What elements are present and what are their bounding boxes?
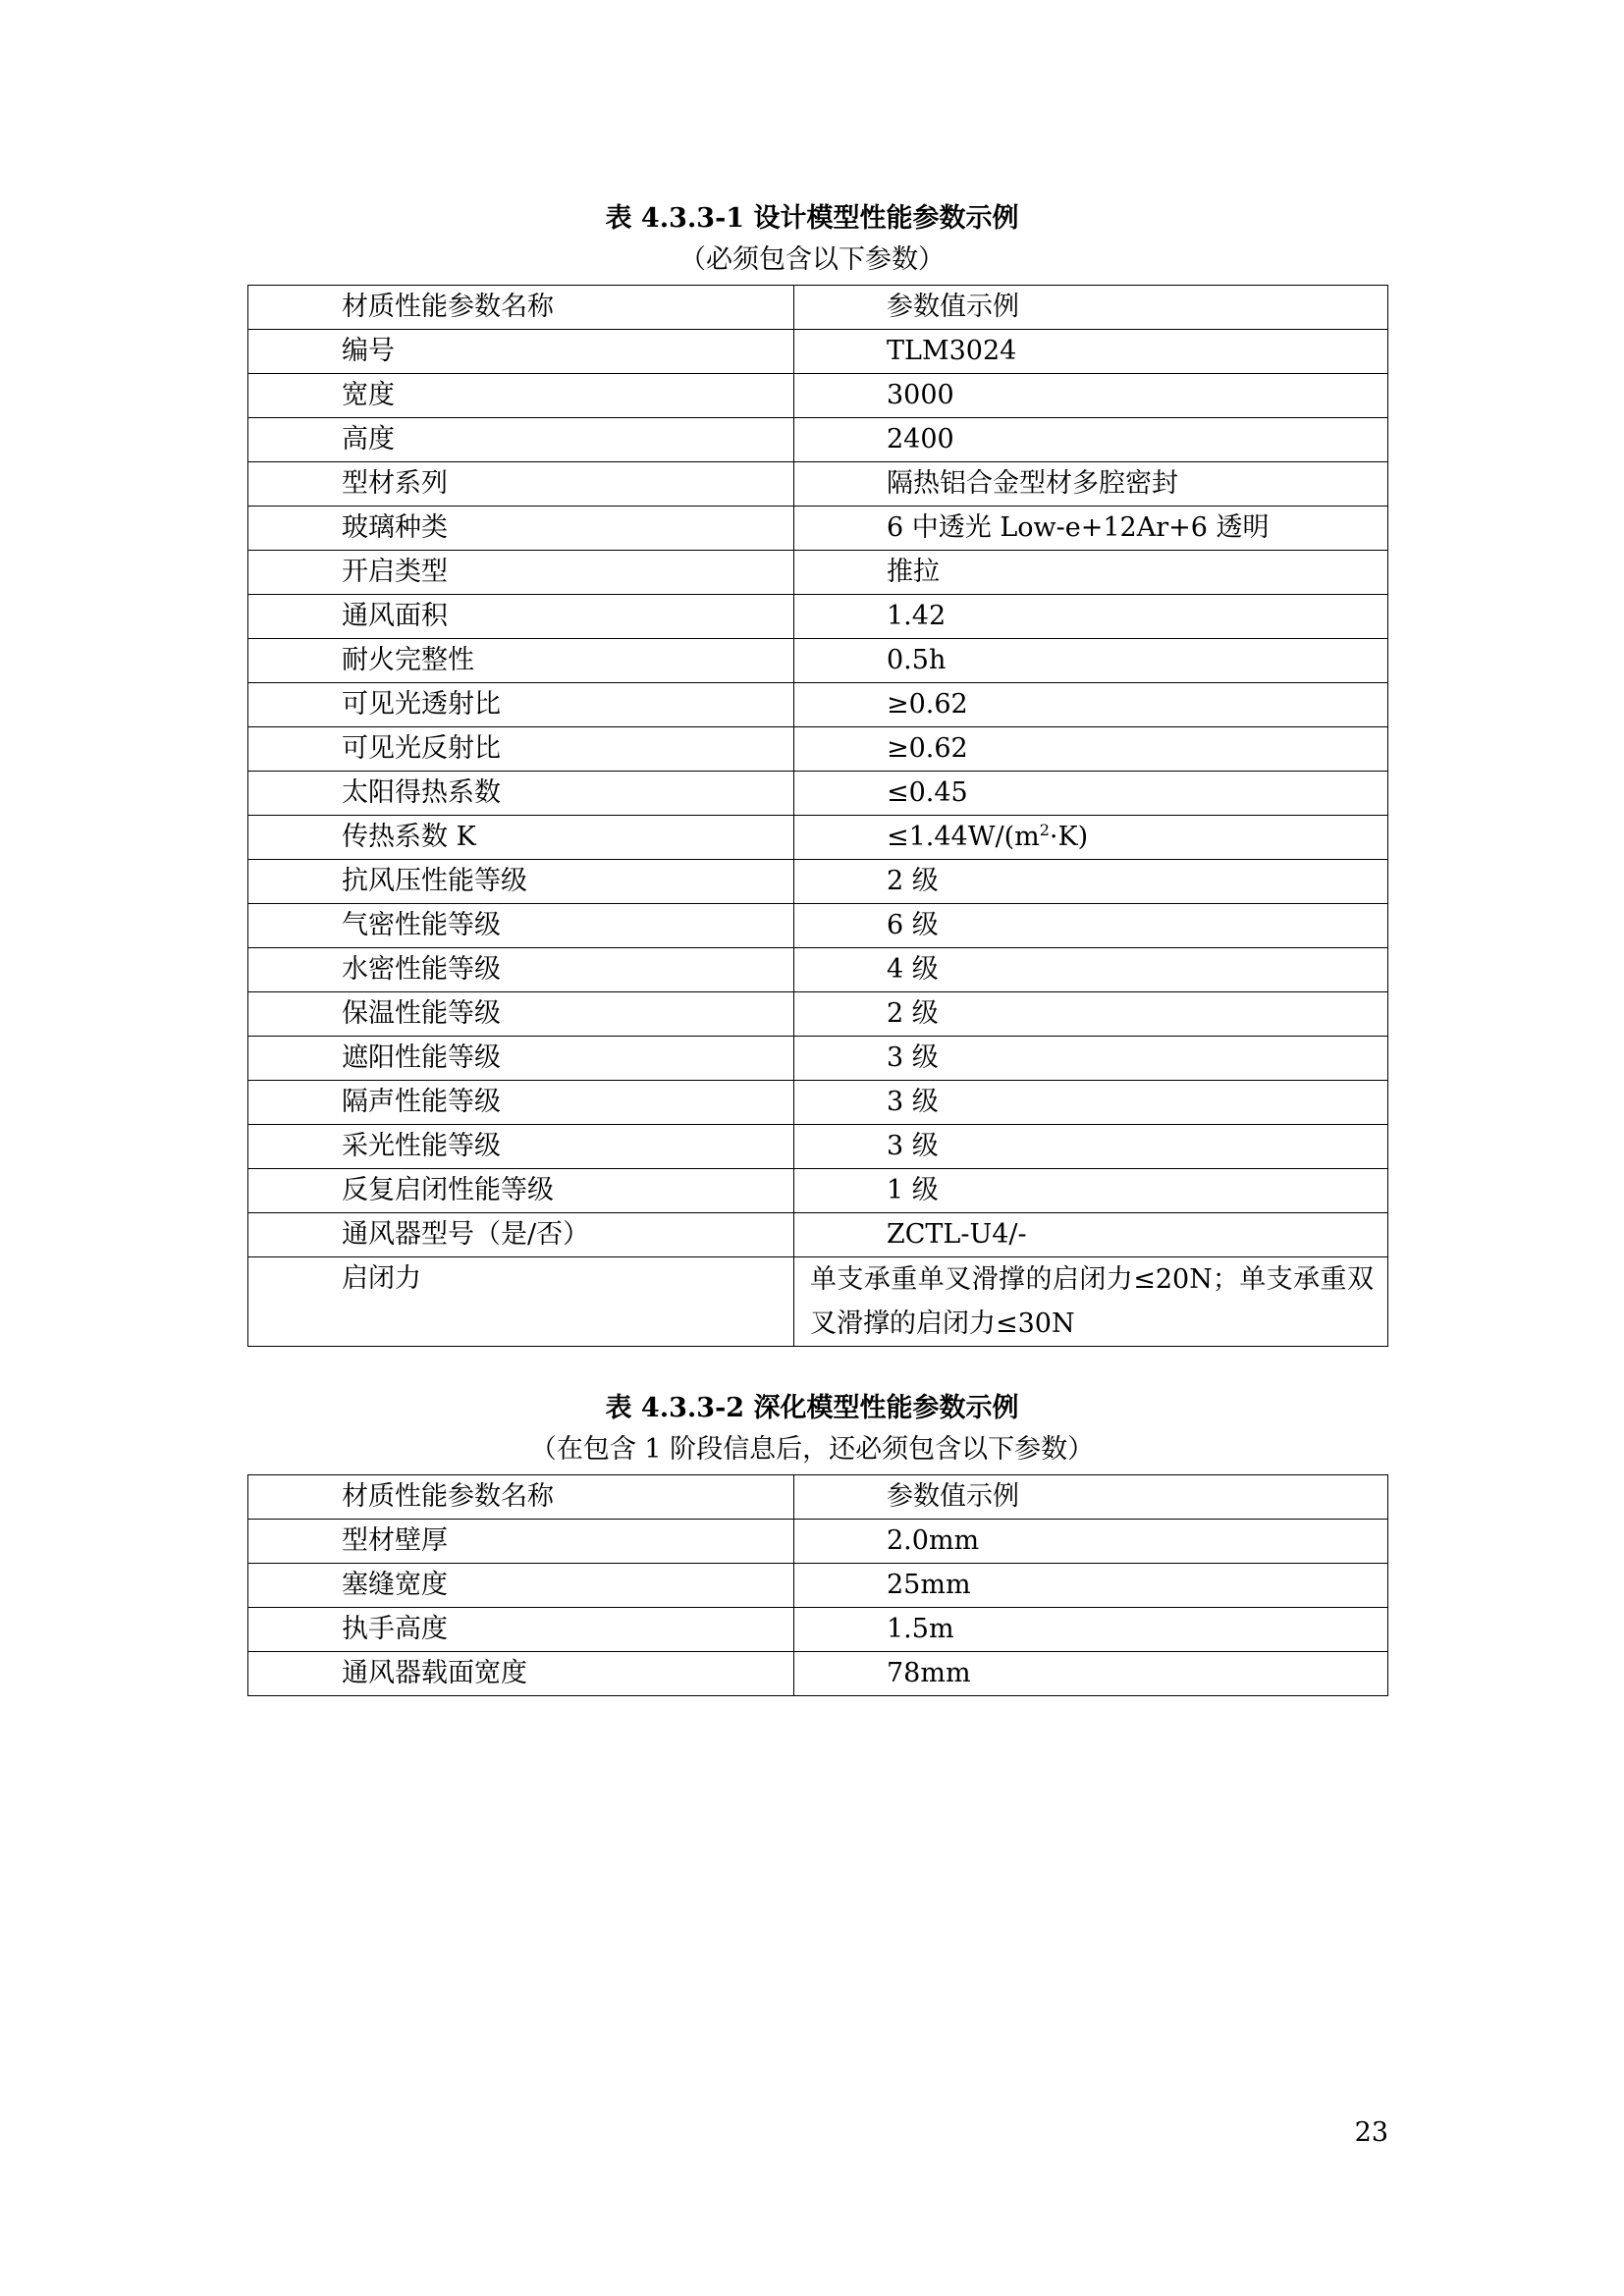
param-name: 通风器型号（是/否） xyxy=(248,1213,794,1257)
table-row xyxy=(248,904,1388,948)
param-name: 传热系数 K xyxy=(248,816,794,860)
table-row xyxy=(248,1257,1388,1347)
param-value: 2.0mm xyxy=(794,1520,1388,1564)
header-cell: 材质性能参数名称 xyxy=(248,286,794,330)
table2-caption: 表 4.3.3-2 深化模型性能参数示例 xyxy=(605,1393,1019,1423)
table-row xyxy=(248,1037,1388,1081)
param-name: 耐火完整性 xyxy=(248,639,794,683)
param-name: 宽度 xyxy=(248,374,794,418)
param-value: 2 级 xyxy=(794,992,1388,1037)
param-name: 保温性能等级 xyxy=(248,992,794,1037)
param-name: 可见光反射比 xyxy=(248,727,794,772)
param-name: 玻璃种类 xyxy=(248,507,794,551)
table-row xyxy=(248,330,1388,374)
param-name: 高度 xyxy=(248,418,794,462)
param-name: 通风器载面宽度 xyxy=(248,1652,794,1696)
param-value: 推拉 xyxy=(794,551,1388,595)
param-name: 气密性能等级 xyxy=(248,904,794,948)
table-row xyxy=(248,1169,1388,1213)
page-number: 23 xyxy=(1354,2117,1388,2148)
table-row xyxy=(248,1520,1388,1564)
param-value: ≥0.62 xyxy=(794,683,1388,727)
table2 xyxy=(247,1474,1388,1696)
param-value xyxy=(794,816,1388,860)
param-value: ZCTL-U4/- xyxy=(794,1213,1388,1257)
table-row xyxy=(248,507,1388,551)
param-value: 3 级 xyxy=(794,1037,1388,1081)
table-row xyxy=(248,551,1388,595)
param-value: 隔热铝合金型材多腔密封 xyxy=(794,462,1388,507)
table1 xyxy=(247,285,1388,1347)
value-main: ≤1.44W/(m xyxy=(887,822,1040,852)
param-name: 采光性能等级 xyxy=(248,1125,794,1169)
param-value: 6 中透光 Low-e+12Ar+6 透明 xyxy=(794,507,1388,551)
param-name: 反复启闭性能等级 xyxy=(248,1169,794,1213)
header-cell: 参数值示例 xyxy=(794,1475,1388,1520)
param-name: 塞缝宽度 xyxy=(248,1564,794,1608)
param-name: 启闭力 xyxy=(248,1257,794,1347)
param-value: 2400 xyxy=(794,418,1388,462)
table-row xyxy=(248,1081,1388,1125)
table-row xyxy=(248,816,1388,860)
param-value: 2 级 xyxy=(794,860,1388,904)
table1-subcaption: （必须包含以下参数） xyxy=(679,244,945,275)
table-header-row xyxy=(248,286,1388,330)
param-value: 3 级 xyxy=(794,1125,1388,1169)
table-row xyxy=(248,1608,1388,1652)
param-name: 开启类型 xyxy=(248,551,794,595)
table-row xyxy=(248,639,1388,683)
param-name: 型材系列 xyxy=(248,462,794,507)
param-value: 4 级 xyxy=(794,948,1388,992)
param-value: 1 级 xyxy=(794,1169,1388,1213)
table2-subcaption: （在包含 1 阶段信息后，还必须包含以下参数） xyxy=(529,1434,1095,1465)
table-row xyxy=(248,992,1388,1037)
table-row xyxy=(248,860,1388,904)
table-row xyxy=(248,1564,1388,1608)
header-cell: 材质性能参数名称 xyxy=(248,1475,794,1520)
table-row xyxy=(248,772,1388,816)
param-value: TLM3024 xyxy=(794,330,1388,374)
table-row xyxy=(248,374,1388,418)
param-name: 可见光透射比 xyxy=(248,683,794,727)
table-row xyxy=(248,418,1388,462)
param-value: 78mm xyxy=(794,1652,1388,1696)
table1-caption: 表 4.3.3-1 设计模型性能参数示例 xyxy=(605,203,1019,234)
value-unit-tail: ·K) xyxy=(1049,822,1089,852)
table-row xyxy=(248,1213,1388,1257)
param-value: 3000 xyxy=(794,374,1388,418)
param-name: 型材壁厚 xyxy=(248,1520,794,1564)
param-value: 0.5h xyxy=(794,639,1388,683)
table-row xyxy=(248,595,1388,639)
param-name: 抗风压性能等级 xyxy=(248,860,794,904)
table-row xyxy=(248,683,1388,727)
header-cell: 参数值示例 xyxy=(794,286,1388,330)
table-header-row xyxy=(248,1475,1388,1520)
param-value: 6 级 xyxy=(794,904,1388,948)
param-value: 1.42 xyxy=(794,595,1388,639)
table-row xyxy=(248,1652,1388,1696)
param-name: 太阳得热系数 xyxy=(248,772,794,816)
param-name: 水密性能等级 xyxy=(248,948,794,992)
param-value: ≤0.45 xyxy=(794,772,1388,816)
table-row xyxy=(248,948,1388,992)
param-value: 3 级 xyxy=(794,1081,1388,1125)
param-name: 执手高度 xyxy=(248,1608,794,1652)
param-name: 通风面积 xyxy=(248,595,794,639)
value-superscript: 2 xyxy=(1039,821,1050,839)
param-name: 遮阳性能等级 xyxy=(248,1037,794,1081)
param-value: ≥0.62 xyxy=(794,727,1388,772)
table-row xyxy=(248,1125,1388,1169)
table-row xyxy=(248,727,1388,772)
param-name: 编号 xyxy=(248,330,794,374)
param-value: 单支承重单叉滑撑的启闭力≤20N；单支承重双叉滑撑的启闭力≤30N xyxy=(794,1257,1388,1347)
param-name: 隔声性能等级 xyxy=(248,1081,794,1125)
param-value: 1.5m xyxy=(794,1608,1388,1652)
table-row xyxy=(248,462,1388,507)
param-value: 25mm xyxy=(794,1564,1388,1608)
